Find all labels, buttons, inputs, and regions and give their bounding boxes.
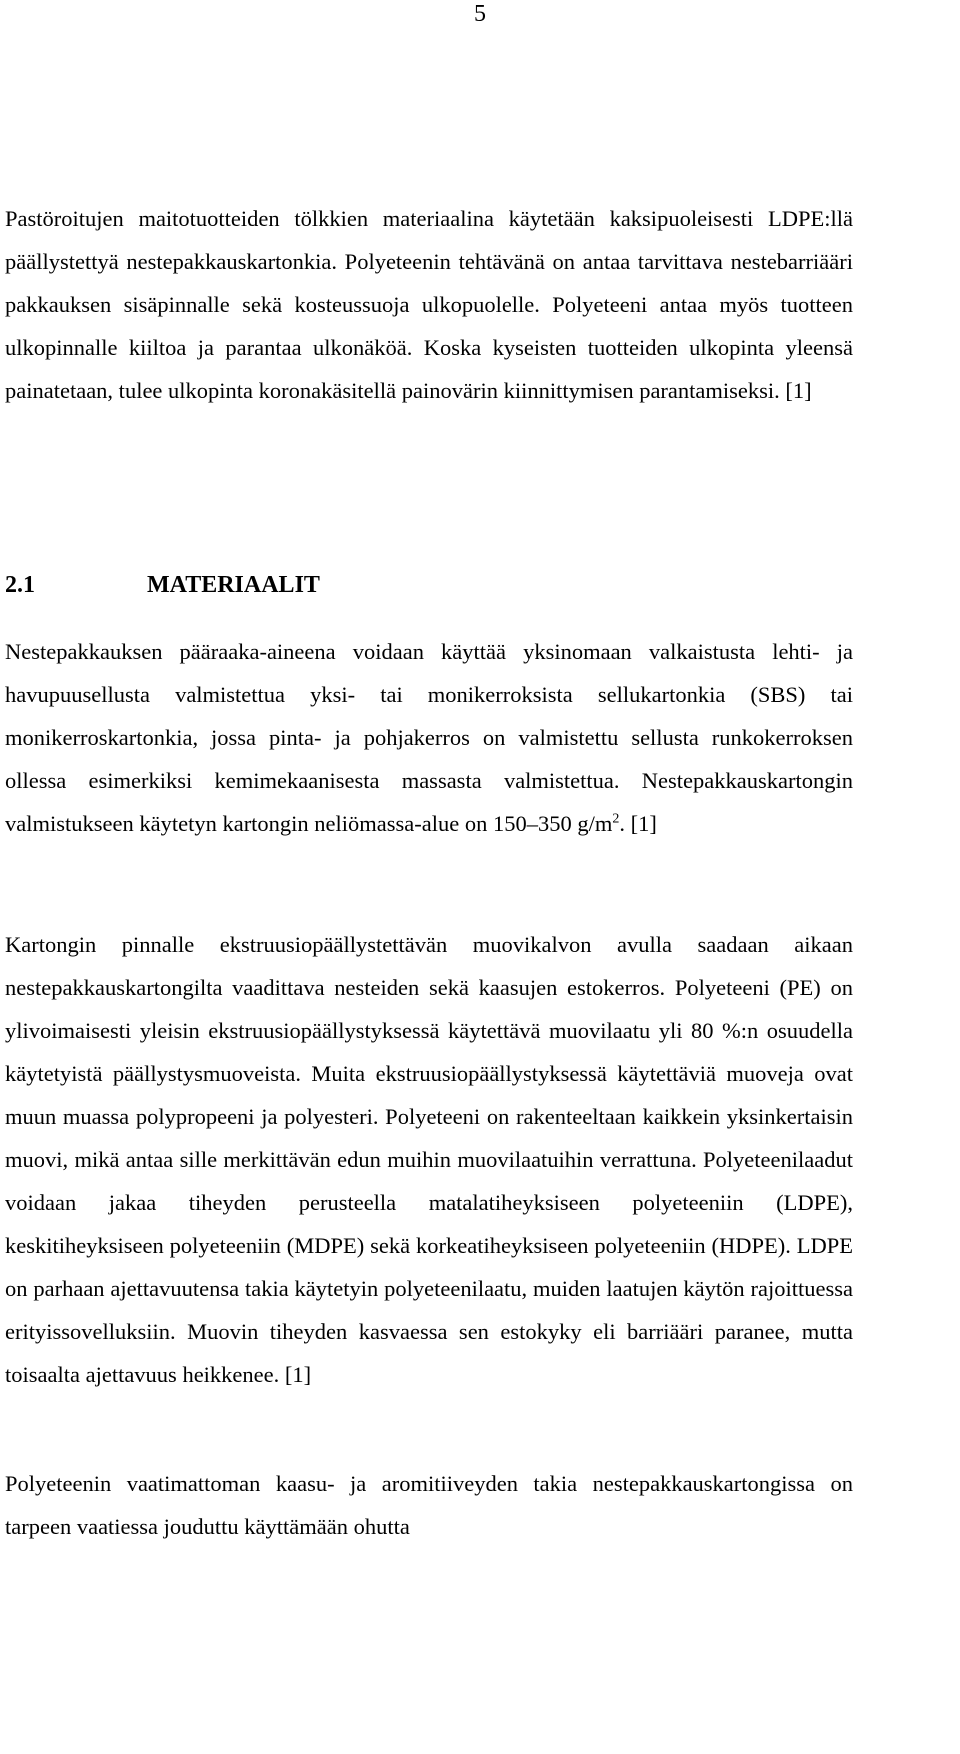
materials-text: Nestepakkauksen pääraaka-aineena voidaan käyttää yksinomaan valkaistusta lehti- ja havupuusellusta valmistettua yksi- tai monikerroksista sellukartonkia (SBS) tai monikerroskartonkia, jossa pinta- ja pohjakerros on valmistettu sellusta runkokerroksen ollessa esimerkiksi kemimekaanisesta massasta valmistettua. Nestepakkauskartongin valmistukseen käytetyn kartongin neliömassa-alue on 150–350 g/m: [5, 639, 853, 836]
final-paragraph: Polyeteenin vaatimattoman kaasu- ja aromitiiveyden takia nestepakkauskartongissa on tarpeen vaatiessa jouduttu käyttämään ohutta: [5, 1471, 853, 1539]
section-number: 2.1: [5, 572, 35, 598]
intro-paragraph: Pastöroitujen maitotuotteiden tölkkien materiaalina käytetään kaksipuoleisesti LDPE:llä päällystettyä nestepakkauskartonkia. Polyeteenin tehtävänä on antaa tarvittava nestebarriääri pakkauksen sisäpinnalle sekä kosteussuoja ulkopuolelle. Polyeteeni antaa myös tuotteen ulkopinnalle kiiltoa ja parantaa ulkonäköä. Koska kyseisten tuotteiden ulkopinta yleensä painatetaan, tulee ulkopinta koronakäsitellä painovärin kiinnittymisen parantamiseksi. [1]: [5, 206, 853, 403]
intro-section: [5, 197, 853, 412]
unit-superscript: 2: [612, 811, 620, 827]
materials-section: [5, 630, 853, 845]
coating-paragraph: Kartongin pinnalle ekstruusiopäällystettävän muovikalvon avulla saadaan aikaan nestepakkauskartongilta vaadittava nesteiden sekä kaasujen estokerros. Polyeteeni (PE) on ylivoimaisesti yleisin ekstruusiopäällystyksessä käytettävä muovilaatu yli 80 %:n osuudella käytetyistä päällystysmuoveista. Muita ekstruusiopäällystyksessä käytettäviä muoveja ovat muun muassa polypropeeni ja polyesteri. Polyeteeni on rakenteeltaan kaikkein yksinkertaisin muovi, mikä antaa sille merkittävän edun muihin muovilaatuihin verrattuna. Polyeteenilaadut voidaan jakaa tiheyden perusteella matalatiheyksiseen polyeteeniin (LDPE), keskitiheyksiseen polyeteeniin (MDPE) sekä korkeatiheyksiseen polyeteeniin (HDPE). LDPE on parhaan ajettavuutensa takia käytetyin polyeteenilaatu, muiden laatujen käytön rajoittuessa erityissovelluksiin. Muovin tiheyden kasvaessa sen estokyky eli barriääri paranee, mutta toisaalta ajettavuus heikkenee. [1]: [5, 932, 853, 1387]
materials-paragraph: [5, 630, 853, 845]
page-number: 5: [474, 1, 486, 27]
final-section: [5, 1462, 853, 1548]
section-title: MATERIAALIT: [147, 572, 320, 598]
coating-section: [5, 923, 853, 1396]
section-heading: [5, 564, 853, 607]
materials-citation: . [1]: [619, 811, 657, 836]
